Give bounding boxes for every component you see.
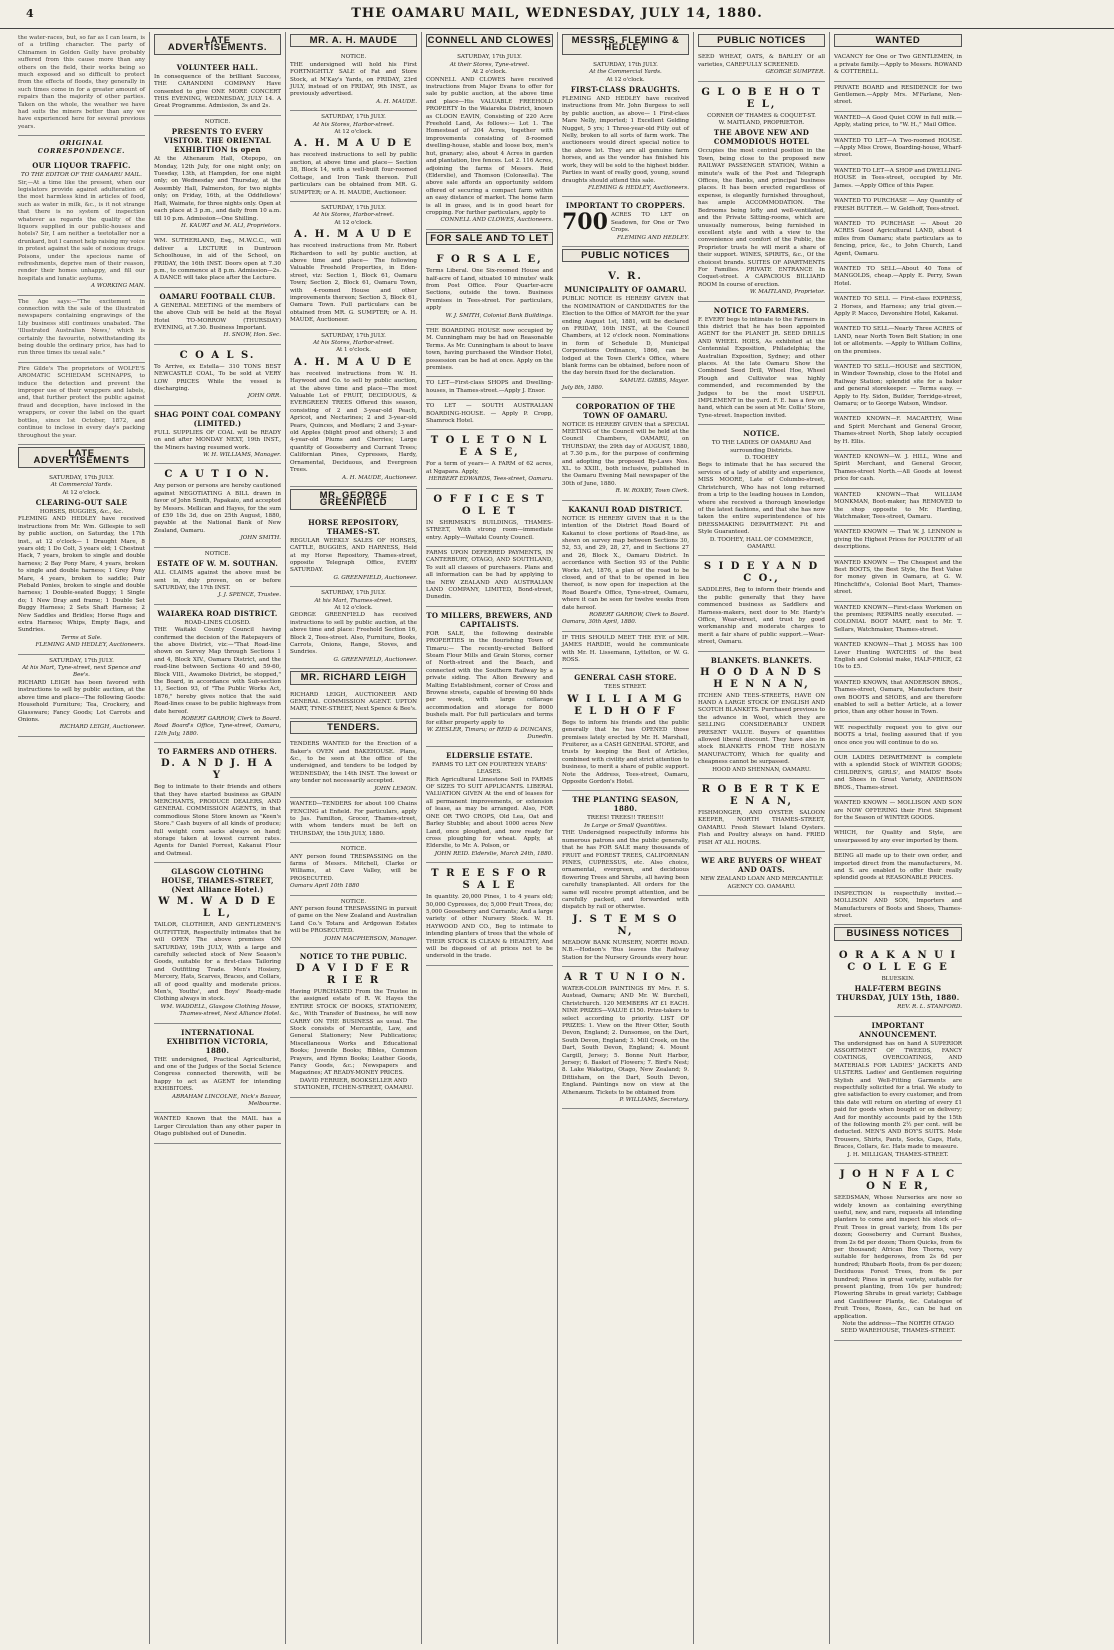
- wanted-ad: WANTED TO SELL—About 40 Tons of MANGOLDS, cheap.—Apply E. Perry, Swan Hotel.: [834, 263, 962, 293]
- advertisement: [426, 607, 553, 747]
- ad-body: REGULAR WEEKLY SALES OF HORSES, CATTLE, BUGGIES, AND HARNESS, Held at my Horse Repository, Thames-street, opposite Telegraph Office, EVERY SATURDAY.: [290, 537, 417, 574]
- ad-date: Oamaru April 10th 1880: [290, 883, 360, 890]
- ad-body: Begs to intimate that he has secured the services of a lady of ability and experience, MISS MOORE, Late of Columbo-street, Christchurch, Who has not long returned from a trip to the leading houses in London, where she received a thorough knowledge of the latest fashions, and that she has now taken the entire superintendence of his DRESSMAKING DEPARTMENT. Fit and Style Guaranteed.: [698, 462, 825, 536]
- ad-signature: G. GREENFIELD, Auctioneer.: [333, 574, 417, 581]
- notice-body: PUBLIC NOTICE IS HEREBY GIVEN that the NOMINATION of CANDIDATES for the Election to the Office of MAYOR for the year ending August 1st, 1881, will be declared on FRIDAY, 16th INST., at the Council Chambers, at 12 o'clock noon. Nominations in form of Schedule D, Municipal Corporations Ordinance, 1866, can be lodged at the Town Clerk's Office, where blank forms can be obtained, before noon of the day herein fixed for the declaration.: [562, 296, 689, 377]
- advertisement: [154, 288, 281, 345]
- ad-title: THE ABOVE NEW AND COMMODIOUS HOTEL: [713, 128, 810, 147]
- ad-title: OAMARU FOOTBALL CLUB.: [159, 291, 276, 301]
- advertisement: [562, 669, 689, 791]
- royal-seal: V. R.: [608, 271, 643, 283]
- wanted-ad: WANTED TO LET—A SHOP and DWELLING-HOUSE in Tees-street, occupied by Mr. James. —Apply Office of this Paper.: [834, 165, 962, 195]
- sale-time: At 12 o'clock.: [606, 76, 645, 83]
- ad-display-title: O F F I C E S T O L E T: [433, 493, 546, 517]
- notice-title: CORPORATION OF THE TOWN OF OAMARU.: [575, 401, 676, 420]
- advertisement: [426, 747, 553, 863]
- sale-time: At 12 o'clock.: [334, 604, 373, 611]
- ad-display-number: 700: [562, 209, 608, 236]
- advertisement: [426, 249, 553, 325]
- ad-label: NOTICE.: [340, 54, 367, 61]
- wanted-ad: WHICH, for Quality and Style, are unsurpassed by any ever imported by them.: [834, 827, 962, 850]
- ad-title: HORSE REPOSITORY, THAMES-ST.: [308, 517, 399, 536]
- auction-notice: [290, 587, 417, 669]
- ad-body: ANY person found TRESPASSING in pursuit of game on the New Zealand and Australian Land Co.'s Totara and Ardgowan Estates will be PROSECUTED.: [290, 905, 417, 935]
- section-header: WANTED: [834, 34, 962, 47]
- ad-signature: D. TOOHEY, HALL OF COMMERCE, OAMARU.: [709, 536, 814, 550]
- ad-note: Note the address—The NORTH OTAGO SEED WAREHOUSE, THAMES-STREET.: [840, 1321, 956, 1335]
- advertisement: [154, 116, 281, 235]
- ad-label: NOTICE.: [204, 118, 231, 125]
- ad-body: Occupies the most central position in the Town, being close to the proposed new RAILWAY PASSENGER STATION, Within a minute's walk of the Post and Telegraph Offices, the Banks, and principal business places. It has been erected regardless of expense, is elegantly furnished throughout, has ample ACCOMMODATION. The Bedrooms being lofty and well-ventilated, and the Private Sitting-rooms, which are unusually numerous, being furnished in excellent style and with a view to the convenience and comfort of the Public, the Proprietor trusts he will merit a share of their support. WINES, SPIRITS, &c., Of the choicest brands. SUITES OF APARTMENTS For Families. PRIVATE ENTRANCE In Coquet-street. A CAPACIOUS BILLIARD ROOM In course of erection.: [698, 148, 825, 288]
- auction-notice: [290, 330, 417, 487]
- ad-title: NOTICE TO THE PUBLIC.: [299, 952, 408, 961]
- sale-place: At his Stores, Harbor-street.: [313, 212, 394, 219]
- sale-place: At his Mart, Thames-street.: [314, 597, 393, 604]
- sale-terms: Terms at Sale.: [61, 634, 102, 641]
- ad-subtitle: W. MAITLAND, PROPRIETOR.: [718, 120, 805, 127]
- sale-signature: G. GREENFIELD, Auctioneer.: [333, 656, 417, 663]
- advertisement: [698, 82, 825, 302]
- advertisement: [154, 548, 281, 605]
- sale-time: At 1 o'clock.: [336, 347, 371, 354]
- sale-body: has received instructions from W. H. Haywood and Co. to sell by public auction, at the above time and place—The most Valuable Lot of FRUIT, DECIDUOUS, & EVERGREEN TREES Offered this season, consisting of 2 and 3-year-old Peach, Apricot, and Nectarines; 2 and 3-year-old Pears, Quinces, and Medlars; 2 and 3-year-old Apples (blight proof and others); 3 and 4-year-old Plums and Cherries; Large quantity of Gooseberry and Currant Trees; Californian Pines, Cypresses, Hardy, Ornamental, Deciduous, and Evergreen Trees.: [290, 370, 417, 474]
- ad-body: To Arrive, ex Estella— 310 TONS BEST NEWCASTLE COAL, To be sold at VERY LOW PRICES While the vessel is discharging.: [154, 363, 281, 392]
- ad-signature: JOHN LEMON.: [374, 785, 417, 792]
- ad-title: PRESENTS TO EVERY VISITOR. THE ORIENTAL EXHIBITION is open: [163, 127, 272, 155]
- ad-body: ITCHEN AND TEES-STREETS, HAVE ON HAND A LARGE STOCK OF ENGLISH AND SCOTCH BLANKETS. Purchased previous to the advance in Wool, which they are SELLING CONSIDERABLY UNDER PRESENT VALUE. Buyers of quantities allowed liberal discount. They have also in stock BLANKETS FROM THE ROSLYN MANUFACTORY, Which for quality and cheapness cannot be surpassed.: [698, 692, 825, 766]
- wanted-ad: WANTED KNOWN—First-class Workmen on the premises; REPAIRS neatly executed. — COLONIAL BOOT MART, next to Mr. T. Sellars, Watchmaker, Thames-street.: [834, 602, 962, 640]
- advertisement: [426, 863, 553, 966]
- advertisement: [426, 489, 553, 547]
- column-5: [558, 32, 694, 1644]
- auction-notice: [290, 111, 417, 202]
- advertisement: [290, 843, 417, 895]
- column-3: [286, 32, 422, 1644]
- ad-body: At the Athenæum Hall, Otepopo, on Monday, 12th July, for one night only; on Tuesday, 13th, at Hampden, for one night only; on Wednesday and Thursday, at the Assembly Hall, Palmerston, for two nights only; on Friday, 16th, at the Oddfellows' Hall, Waimate, for three nights only. Open at each place at 3 p.m., and daily from 10 a.m. till 10 p.m. Admission—One Shilling.: [154, 156, 281, 222]
- ad-body: SADDLERS, Beg to inform their friends and the public generally that they have commenced business as Saddlers and Harness-makers, next door to Mr. Hardy's Office, Wear-street, and trust by good workmanship and moderate charges to merit a fair share of public support.—Wear-street, Oamaru.: [698, 587, 825, 646]
- ad-subtitle: BLUESKIN.: [881, 975, 915, 982]
- advertisement: [154, 464, 281, 547]
- section-header: BUSINESS NOTICES: [834, 927, 962, 940]
- advertisement: TO LET — SOUTH AUSTRALIAN BOARDING-HOUSE. — Apply P. Cropp, Shamrock Hotel.: [426, 400, 553, 430]
- ad-display-title: C A U T I O N.: [164, 469, 271, 481]
- ad-body: Having PURCHASED From the Trustee in the assigned estate of R. W. Hayes the ENTIRE STOCK OF BOOKS, STATIONERY, &c., With Transfer of Business, he will now CARRY ON THE BUSINESS as usual. The Stock consists of Mercantile, Law, and General Stationery; New Publications; Miscellaneous Works and Educational Books; Juvenile Books; Bibles, Common Prayers, and Hymn Books; Leather Goods, Fancy Goods, &c.; Newspapers and Magazines; AT READY-MONEY PRICES.: [290, 989, 417, 1077]
- advertisement: RICHARD LEIGH, AUCTIONEER AND GENERAL COMMISSION AGENT. UPTON MART, TYNE-STREET, Next Spence & Bee's.: [290, 689, 417, 719]
- auction-notice: [426, 51, 553, 229]
- ad-label: NOTICE.: [340, 898, 367, 905]
- ad-signature: WM. WADDELL, Glasgow Clothing House, Thames-street, Next Alliance Hotel.: [160, 1003, 281, 1018]
- advertisement: [698, 425, 825, 556]
- ad-signature: FLEMING AND HEDLEY.: [617, 234, 689, 241]
- advertisement: [154, 605, 281, 744]
- section-header: TENDERS.: [290, 721, 417, 734]
- ad-display-title: A R T U N I O N.: [563, 971, 688, 983]
- wanted-ad: WANTED KNOWN, that ANDERSON BROS., Thames-street, Oamaru, Manufacture their own BOOTS and SHOES, and are therefore enabled to sell a better Article, at a lower price, than any other house in Town.: [834, 677, 962, 722]
- notice-body: NOTICE IS HEREBY GIVEN that it is the intention of the District Road Board of Kakanui to close portions of Road-line, as shewn on survey map between Sections 30, 52, 53, and 29, 28, 27, and in Sections 27 and 26, Block X., Oamaru District. In accordance with Section 93 of the Public Works Act, 1876, a plan of the road to be closed, and of that to be opened in lieu thereof, is now open for inspection at the Road Board's Office, Tyne-street, Oamaru, where it can be seen for twelve weeks from date hereof.: [562, 515, 689, 611]
- ad-body: In quantity. 20,000 Pines, 1 to 4 years old; 50,000 Cypresses, do; 5,000 Fruit Trees, do; 5,000 Gooseberry and Currants; And a large variety of other Nursery Stock. W. H. HAYWOOD AND CO., Beg to intimate to intending planters of trees that the whole of THEIR STOCK IS CLEAN & HEALTHY, And will be disposed of at prices not to be undersold in the trade.: [426, 894, 553, 960]
- ad-signature: J. H. MILLIGAN, THAMES-STREET.: [847, 1151, 949, 1158]
- wanted-ad: WE respectfully request you to give our BOOTS a trial, feeling assured that if you once once you will continue to do so.: [834, 722, 962, 752]
- auction-notice: [290, 202, 417, 330]
- ad-signature: W. J. SMITH, Colonial Bank Buildings.: [445, 312, 553, 319]
- section-header: PUBLIC NOTICES: [698, 34, 825, 47]
- ad-signature: HERBERT EDWARDS, Tees-street, Oamaru.: [428, 476, 553, 483]
- sale-date: SATURDAY, 17th JULY.: [49, 657, 114, 664]
- notice-signature: ROBERT GARROW, Clerk to Board.: [589, 611, 689, 618]
- ad-body: MEADOW BANK NURSERY, NORTH ROAD. N.B.—Hodson's 'Bus leaves the Railway Station for the Nursery Grounds every hour.: [562, 939, 689, 961]
- advertisement: [834, 1164, 962, 1341]
- advertisement: IF THIS SHOULD MEET THE EYE of MR. JAMES HARDIE, would he communicate with Mr. H. Lissemann, Lyttelton, or W. G. ROSS.: [562, 632, 689, 670]
- wanted-ad: PRIVATE BOARD and RESIDENCE for two Gentlemen.—Apply Mrs. M'Farlane, Nen-street.: [834, 82, 962, 112]
- ad-title: IMPORTANT TO CROPPERS.: [565, 201, 686, 211]
- ad-display-title: A. H. M A U D E: [294, 356, 413, 368]
- wanted-ad: BEING all made up to their own order, and imported direct from the manufacturers, M. and S. are enabled to offer their really splendid goods at REASONABLE PRICES.: [834, 850, 962, 888]
- ad-title: GENERAL CASH STORE.: [574, 673, 677, 683]
- ad-signature: H. KAURT and M. ALI, Proprietors.: [181, 222, 281, 229]
- ad-title: WE ARE BUYERS OF WHEAT AND OATS.: [701, 856, 822, 875]
- ad-label: NOTICE.: [340, 846, 367, 853]
- wanted-ad: INSPECTION is respectfully invited.— MOLLISON AND SON, Importers and Manufacturers of Boots and Shoes, Thames-street.: [834, 888, 962, 926]
- wanted-ad: WANTED TO PURCHASE — About 20 ACRES Good Agricultural LAND, about 4 miles from Oamaru; state particulars as to fencing, price, &c., to John Church, Land Agent, Oamaru.: [834, 218, 962, 263]
- wanted-ad: WANTED KNOWN—F. MACARTHY, Wine and Spirit Merchant and General Grocer, Thames-street North, Shop lately occupied by H. Ellis.: [834, 413, 962, 451]
- sale-date: SATURDAY, 17th JULY.: [321, 590, 386, 597]
- sale-body: has received instructions to sell by public auction, at above time and place— Section 38, Block 14, with a well-built four-roomed Cottage, and Iron Tank thereon. Full particulars can be obtained from MR. G. SUMPTER; or A. H. MAUDE, Auctioneer.: [290, 152, 417, 196]
- ad-subtitle: FARMS TO LET ON FOURTEEN YEARS' LEASES.: [432, 761, 547, 776]
- ad-display-title: W M. W A D D E L L,: [158, 896, 277, 920]
- wanted-ad: WANTED KNOWN—W. J. HILL, Wine and Spirit Merchant, and General Grocer, Thames-street North.—All Goods at lowest price for cash.: [834, 451, 962, 489]
- advertisement: [834, 1017, 962, 1165]
- letter-signature: A WORKING MAN.: [91, 283, 145, 290]
- advertisement: [834, 945, 962, 1017]
- wanted-ad: OUR LADIES DEPARTMENT is complete with a splendid Stock of WINTER GOODS; CHILDREN'S, GIRLS', and MAIDS' Boots and Shoes in Great Variety, ANDERSON BROS., Thames-street.: [834, 752, 962, 797]
- ad-signature: J. J. SPENCE, Trustee.: [218, 592, 281, 599]
- newspaper-title: THE OAMARU MAIL, WEDNESDAY, JULY 14, 1880.: [351, 6, 763, 21]
- advertisement: [290, 738, 417, 798]
- ad-signature: NEW ZEALAND LOAN AND MERCANTILE AGENCY CO. OAMARU.: [700, 876, 823, 890]
- ad-title: SHAG POINT COAL COMPANY (LIMITED.): [154, 409, 281, 428]
- ad-title: ESTATE OF W. M. SOUTHAN.: [156, 559, 279, 569]
- wanted-ad: WANTED KNOWN—That J. MOSS has 100 Lever Hunting WATCHES of the best English and Colonial make, HALF-PRICE, £2 10s to £5.: [834, 639, 962, 677]
- sale-date: SATURDAY, 17th JULY.: [321, 114, 386, 121]
- section-header: MR. GEORGE GREENFIELD: [290, 489, 417, 510]
- ad-display-title: A. H. M A U D E: [294, 229, 413, 241]
- ad-body: WATER-COLOR PAINTINGS BY Mrs. F. S. Austead, Oamaru; AND Mr. W. Burchell, Christchurch. 120 MEMBERS AT £1 EACH. NINE PRIZES—VALUE £150. Prize-takers to select according to priority. LIST OF PRIZES: 1. View on the River Otter, South Devon, England; 2. Dunsomee, on the Dart, South Devon, England; 3. Mill Creek, on the Dart, South Devon, England; 4. Mount Cargill, Jersey; 5. Bonne Nuit Harbor, Jersey; 6. Basket of Flowers; 7. Bird's Nest; 8. Lake Wakatipu, Otago, New Zealand; 9. Dittisham, on the Dart, South Devon, England. Paintings now on view at the Athenæum. Tickets to be obtained from: [562, 985, 689, 1096]
- sale-time: At 12 o'clock.: [334, 129, 373, 136]
- ad-title: NOTICE.: [743, 429, 780, 439]
- sale-place: At Commercial Yards.: [50, 482, 113, 489]
- sale-signature: FLEMING AND HEDLEY, Auctioneers.: [35, 642, 145, 649]
- wanted-ad: WANTED KNOWN — That W. J. LENNON is giving the Highest Prices for POULTRY of all descriptions.: [834, 526, 962, 556]
- ad-signature: HOOD AND SHENNAN, OAMARU.: [712, 766, 811, 773]
- ad-display-title: H O O D A N D S H E N N A N,: [700, 666, 823, 690]
- wanted-ad: WANTED KNOWN—That WILLIAM MONKMAN, Boot-maker, has REMOVED to the shop opposite to Mr. Harding, Watchmaker, Tees-street, Oamaru.: [834, 489, 962, 527]
- sale-signature: RICHARD LEIGH, Auctioneer.: [59, 724, 145, 731]
- advertisement: WM. SUTHERLAND, Esq., M.W.C.C., will deliver a LECTURE in Duntroon Schoolhouse, in aid of the School, on FRIDAY, the 16th INST. Doors open at 7.30 p.m., to commence at 8 p.m. Admission—2s. A DANCE will take place after the Lecture.: [154, 235, 281, 287]
- ad-title: TO FARMERS AND OTHERS.: [157, 747, 278, 757]
- sale-body: has received instructions from Mr. Robert Richardson to sell by public auction, at above time and place— The following Valuable Freehold Properties, in Eden-street, viz: Section 1, Block 61, Oamaru Town; Section 2, Block 61, Oamaru Town, with 4-roomed House and other improvements thereon; Section 3, Block 61, Oamaru Town. Full particulars can be obtained from MR. G. SUMPTER; or A. H. MAUDE, Auctioneer.: [290, 243, 417, 324]
- ad-display-title: D A V I D F E R R I E R: [296, 963, 411, 986]
- sale-place: At his Mart, Tyne-street, next Spence and Bee's.: [22, 665, 141, 679]
- ad-signature: DAVID FERRIER, BOOKSELLER AND STATIONER, ITCHEN-STREET, OAMARU.: [293, 1077, 414, 1092]
- news-paragraph: Fire Gilde's The proprietors of WOLFE'S AROMATIC SCHIEDAM SCHNAPPS, to induce the detection and prevent the improper use of their wrappers and labels, and, that further protect the public against fraud and deception, have inclosed in the wrappers, or cover the label on the quart bottles, since 1st October, 1872, and continue to inclose in every day's packing throughout the year.: [18, 363, 145, 445]
- ad-display-title: J. S T E M S O N,: [572, 913, 679, 937]
- ad-title: VOLUNTEER HALL.: [176, 62, 259, 72]
- advertisement: [290, 948, 417, 1098]
- advertisement: [154, 59, 281, 116]
- auction-notice: [562, 59, 689, 198]
- section-header: PUBLIC NOTICES: [562, 249, 689, 262]
- ad-body: Rich Agricultural Limestone Soil in FARMS OF SIZES TO SUIT APPLICANTS. LIBERAL VALUATION GIVEN At the end of leases for all permanent improvements, or extension of lease, as may be arranged. Also, FOR ONE OR TWO CROPS, Old Lea, Oat and Barley Stubble; and about 1000 acres New Land, once ploughed, and now ready for cross ploughing for wheat. Apply, at Elderslie, to Mr. A. Polson, or: [426, 776, 553, 850]
- ad-body: THE Undersigned respectfully informs his numerous patrons and the public generally, that he has FOR SALE many thousands of FRUIT and FOREST TREES, CALIFORNIAN PINES, CUPRESSUS, etc. Also choice, ornamental, evergreen, and deciduous flowering Trees and Shrubs, all having been carefully transplanted. All orders for the same will receive prompt attention, and be carefully packed, and forwarded with dispatch by rail or otherwise.: [562, 830, 689, 911]
- ad-display-title: O R A K A N U I C O L L E G E: [838, 949, 958, 973]
- ad-body: Any person or persons are hereby cautioned against NEGOTIATING A BILL drawn in favor of John Smith, Papakaio, and accepted by Messrs. Mellican and Hayes, for the sum of £59 18s 3d, due on 25th August, 1880, payable at the National Bank of New Zealand, Oamaru.: [154, 483, 281, 534]
- ad-body: FULL SUPPLIES OF COAL will be READY on and after MONDAY NEXT, 19th INST., the Miners having resumed work.: [154, 429, 281, 451]
- ad-body: TENDERS WANTED for the Erection of a Baker's OVEN and BAKEHOUSE. Plans, &c., to be seen at the office of the undersigned, and tenders to be lodged by WEDNESDAY, the 14th INST. The lowest or any tender not necessarily accepted.: [290, 741, 417, 785]
- advertisement: [426, 430, 553, 488]
- notice-date: July 8th, 1880.: [562, 385, 604, 392]
- section-header: MESSRS. FLEMING & HEDLEY: [562, 34, 689, 55]
- ad-display-title: T O L E T O N L E A S E,: [430, 435, 549, 459]
- advertisement: [154, 345, 281, 406]
- notice-signature: SAMUEL GIBBS, Mayor.: [619, 377, 689, 384]
- sale-place: At his Stores, Harbor-street.: [313, 121, 394, 128]
- ad-body: ANY person found TRESPASSING on the farms of Messrs. Mitchell, Clarke or Williams, at Cave Valley, will be PROSECUTED.: [290, 853, 417, 882]
- column-1: [14, 32, 150, 1644]
- advertisement: [290, 896, 417, 948]
- auction-notice: [18, 472, 145, 655]
- column-4: [422, 32, 558, 1644]
- masthead: [0, 0, 1114, 29]
- ad-signature: ABRAHAM LINCOLNE, Nick's Bazaar, Melbourne.: [171, 1093, 281, 1107]
- wanted-ad: WANTED TO SELL—HOUSE and SECTION, in Windsor Township, close to the Hotel and Railway Station; splendid site for a baker and general storekeeper. — Terms easy. — Apply to Hy. Sidon, Builder, Torridge-street, Oamaru; or to George Watson, Windsor.: [834, 361, 962, 413]
- ad-body: Terms Liberal. One Six-roomed House and half-acre of Land, situated 10 minutes' walk from Post Office. Four Quarter-acre Sections, outside the town. Business Premises in Tees-street. For particulars, apply: [426, 268, 553, 312]
- ad-subtitle: In Large or Small Quantities.: [584, 822, 667, 829]
- auction-notice: [18, 655, 145, 737]
- ad-signature: H. SNOW, Hon. Sec.: [223, 332, 281, 339]
- advertisement: [562, 197, 689, 247]
- ad-body: THE undersigned, Practical Agriculturist, and one of the Judges of the Social Science Congress connected therewith, will be happy to act as AGENT for intending EXHIBITORS.: [154, 1056, 281, 1093]
- sale-date: SATURDAY, 17th JULY.: [321, 204, 386, 211]
- ad-signature: W. H. WILLIAMS, Manager.: [202, 452, 281, 459]
- ad-body: FOR SALE, the following desirable PROPERTIES in the flourishing Town of Timaru:— The recently-erected Belford Steam Flour Mills and Grain Stores, corner of North-street and the Beach, and connected with the Southern Railway by a private siding. The Alton Brewery and Malting Establishment, corner of Cross and Browne streets, capable of brewing 60 hhds per week, with large cellarage accommodation and storage for 8000 bushels malt. For full particulars and terms for either property apply to: [426, 630, 553, 726]
- sale-date: SATURDAY, 17th JULY.: [457, 54, 522, 61]
- ad-display-title: F O R S A L E,: [436, 254, 543, 266]
- ad-body: The undersigned has on hand A SUPERIOR ASSORTMENT OF TWEEDS, FANCY COATINGS, OVERCOATINGS, AND MATERIALS FOR LADIES' JACKETS AND ULSTERS. Ladies' and Gentlemen requiring Stylish and Well-Fitting Garments are respectfully solicited for a trial. We study to give satisfaction to every customer, and from this date will return on sterling of every £1 paid for goods when bought or on delivery; And for monthly accounts paid by the 15th of the following month 2½ per cent. will be deducted. MEN'S AND BOY'S SUITS. Mole Trousers, Shirts, Pants, Socks, Caps, Hats, Braces, Collars, &c. Hats made to measure.: [834, 1040, 963, 1151]
- notice-title: KAKANUI ROAD DISTRICT.: [568, 504, 683, 514]
- ad-title: WAIAREKA ROAD DISTRICT.: [157, 608, 278, 618]
- advertisement: TO LET—First-class SHOPS and Dwelling-houses, in Thames-street.—Apply J. Ensor.: [426, 377, 553, 400]
- ad-subtitle: ROAD-LINES CLOSED.: [184, 619, 251, 626]
- advertisement: [290, 514, 417, 587]
- ad-display-title: D. A N D J. H A Y: [161, 758, 274, 782]
- advertisement: [698, 852, 825, 896]
- wanted-ad: WANTED KNOWN — The Cheapest and the Best BOOTS, the Best Style, the Best Value for money given in Oamaru, at G. W. Hinchcliffe's, Colonial Boot Mart, Thames-street.: [834, 557, 962, 602]
- ad-body: TAILOR, CLOTHIER, AND GENTLEMEN'S OUTFITTER, Respectfully intimates that he will OPEN The above premises ON SATURDAY, 19th JULY, With a large and carefully selected stock of New Season's Goods, suitable for a first-class Tailoring and Outfitting Trade. Men's Hosiery, Mercery, Hats, Scarves, Braces, and Collars, all of good quality and moderate prices. Men's, Youths', and Boys' Ready-made Clothing always in stock.: [154, 922, 281, 1003]
- wanted-ad: WANTED—A Good Quiet COW in full milk.—Apply, stating price, to "W. H.," Mail Office.: [834, 112, 962, 135]
- sale-signature: A. H. MAUDE, Auctioneer.: [342, 474, 417, 481]
- letter-to: TO THE EDITOR OF THE OAMARU MAIL.: [21, 172, 142, 179]
- ad-signature: JOHN SMITH.: [240, 535, 281, 542]
- ad-body: Begs to inform his friends and the public generally that he has OPENED those premises lately erected by Mr. H. Marshall, Fruiterer, as a CASH GENERAL STORE, and trusts by keeping the Best of Articles, combined with civility and strict attention to business, to merit a share of public support. Note the Address, Tees-street, Oamaru, Opposite Gordon's Hotel.: [562, 719, 689, 786]
- letter-body: Sir,—At a time like the present, when our legislators provide against adulteration of the most harmless kind in articles of food, such as water in milk, &c., is it not strange that there is no system of inspection whatever as regards the quality of the liquors supplied in our public-houses and hotels? Sir, I am neither a teetotaller nor a drunkard, but I cannot help raising my voice in protest against the sale of noxious drugs. Poisons, under the specious name of refreshments, deprive men of their reason, render their homes unhappy, and fill our hospitals and lunatic asylums.: [18, 179, 145, 282]
- ad-subtitle: TO THE LADIES OF OAMARU And surrounding Districts.: [711, 440, 812, 454]
- section-header: LATE ADVERTISEMENTS.: [154, 34, 281, 55]
- ad-subtitle: D. TOOHEY: [744, 455, 779, 462]
- ad-date: Road Board's Office, Tyne-street, Oamaru, 12th July, 1880.: [154, 723, 281, 737]
- public-notice: [562, 398, 689, 501]
- column-2: [150, 32, 286, 1644]
- sale-place: At the Commercial Yards.: [589, 69, 662, 76]
- ad-display-title: C O A L S.: [179, 349, 256, 361]
- public-notice: [562, 266, 689, 397]
- sale-body: CONNELL AND CLOWES have received instructions from Major Evans to offer for sale by public auction, at the above time and place—His VALUABLE FREEHOLD PROPERTY In the Waiareka District, known as CLOON EAVIN, Consisting of 220 Acre Freehold Land, As follows:— Lot 1. The Homestead of 204 Acres, together with improvements consisting of 8-roomed dwelling-house, stable and loose box, men's hut, granary; also, about 4 Acres in garden and plantation, live fences. Lot 2. 116 Acres, adjoining the farms of Messrs. Reid (Elderslie), and Thomson (Colonsella). The above sale affords an opportunity seldom offered of securing a compact farm within an easy distance of market. The home farm is all in grass, and is in good heart for cropping. For further particulars, apply to: [426, 76, 553, 216]
- sale-date: SATURDAY, 17th JULY.: [49, 474, 114, 481]
- ad-display-title: G L O B E H O T E L,: [701, 86, 822, 110]
- advertisement: WANTED—TENDERS for about 100 Chains FENCING at Enfield. For particulars, apply to Jas. Familton, Grocer, Thames-street, with whom tenders must be left on THURSDAY, the 15th JULY, 1880.: [290, 798, 417, 843]
- ad-signature: ROBERT GARROW, Clerk to Board.: [181, 716, 281, 722]
- section-header: MR. RICHARD LEIGH: [290, 671, 417, 684]
- sale-signature: FLEMING & HEDLEY, Auctioneers.: [587, 184, 689, 191]
- ad-signature: W. ZIESLER, Timaru; or REID & DUNCANS, Dunedin.: [426, 727, 553, 741]
- column-7: [830, 32, 966, 1644]
- column-6: [694, 32, 830, 1644]
- ad-signature: W. MAITLAND, Proprietor.: [749, 289, 825, 296]
- ad-body: A GENERAL MEETING of the members of the above Club will be held at the Royal Hotel TO-MORROW (THURSDAY) EVENING, at 7.30. Business Important.: [154, 302, 281, 331]
- advertisement: [154, 863, 281, 1023]
- ad-body: F. EVERY begs to intimate to the Farmers in this district that he has been appointed AGENT for the PLANET JR. SEED DRILLS AND WHEEL HOES, As exhibited at the Centennial Exposition, Philadelphia; the Australian Exposition, Sydney; and other places. At the late Oamaru Show the Combined Seed Drill, Wheel Hoe, Wheel Plough and Cultivator was highly commended, and recommended by the Judges to be the most USEFUL IMPLEMENT in the yard. F. E. has a few on hand, which can be seen at Mr. Collis' Store, Tyne-street. Inspection invited.: [698, 316, 825, 419]
- sale-title: FIRST-CLASS DRAUGHTS.: [570, 85, 681, 95]
- ad-subtitle: TEES STREET.: [604, 684, 647, 691]
- sale-title: CLEARING-OUT SALE: [35, 497, 128, 507]
- sale-body: FLEMING AND HEDLEY have received instructions from Mr. Wm. Gillespie to sell by public auction, on Saturday, the 17th inst., at 12 o'clock— 1 Draught Mare, 8 years old; 1 Do Colt, 3 years old; 1 Chestnut Hack, 7 years, broken to single and double harness; 2 Bay Pony Mare, 4 years, broken to single and double harness; 1 Grey Pony Mare, 4 years, broken to saddle; Pair Piebald Ponies, broken to single and double harness; 1 Double-seated Buggy; 1 Single do; 1 New Dray and frame; 1 Double Set Buggy Harness; 2 Sets Shaft Harness; 2 New Saddles and Bridles; Horse Rugs and extra Harness; Whips, Empty Bags, and Sundries.: [18, 516, 145, 634]
- notice-date: Oamaru, 30th April, 1880.: [562, 619, 637, 626]
- sale-date: SATURDAY, 17th JULY.: [593, 61, 658, 68]
- advertisement: FARMS UPON DEFERRED PAYMENTS, IN CANTERBURY, OTAGO, AND SOUTHLAND, To suit all classes of purchasers. Plans and all information can be had by applying to the NEW ZEALAND AND AUSTRALIAN LAND COMPANY, LIMITED, Bond-street, Dunedin.: [426, 547, 553, 607]
- ad-title: ELDERSLIE ESTATE.: [446, 750, 533, 760]
- sale-place: At his Stores, Harbor-street.: [313, 340, 394, 346]
- ad-signature: JOHN ORR.: [247, 393, 281, 400]
- advertisement: WANTED Known that the MAIL has a Larger Circulation than any other paper in Otago published out of Dunedin.: [154, 1113, 281, 1143]
- advertisement: [562, 967, 689, 1110]
- notice-title: MUNICIPALITY OF OAMARU.: [564, 285, 687, 295]
- ad-display-title: S I D E Y A N D C O.,: [703, 561, 820, 585]
- ad-signature: REV. R. L. STANFORD.: [897, 1004, 962, 1011]
- section-heading: ORIGINAL CORRESPONDENCE.: [37, 139, 126, 155]
- ad-subtitle: TREES! TREES!! TREES!!!: [587, 815, 664, 822]
- advertisement: [698, 652, 825, 779]
- sale-body: GEORGE GREENFIELD has received instructions to sell by public auction, at the above time and place: Freehold Section 16, Block 2, Tees-street. Also, Furniture, Books, Carrots, Onions, Range, Stoves, and Sundries.: [290, 612, 417, 656]
- advertisement: [154, 743, 281, 863]
- page-number: 4: [26, 7, 35, 20]
- ad-body: SEED WHEAT, OATS, & BARLEY Of all varieties, CAREFULLY SCREENED.: [698, 54, 825, 68]
- ad-body: Beg to intimate to their friends and others that they have started business as GRAIN MERCHANTS, PRODUCE DEALERS, AND GENERAL COMMISSION AGENTS, in that commodious Stone Store known as "Keen's Store." Cash buyers of all kinds of produce; full weight corn sacks always on hand; storage taken at lowest current rates. Agents for Daniel Forrest, Kakanui Flour and Oatmeal.: [154, 784, 281, 857]
- advertisement: [698, 556, 825, 651]
- ad-title: GLASGOW CLOTHING HOUSE, THAMES-STREET, (Next Alliance Hotel.): [161, 867, 274, 895]
- section-header: CONNELL AND CLOWES: [427, 35, 552, 46]
- ad-display-title: J O H N F A L C O N E R,: [839, 1169, 957, 1193]
- wanted-ad: WANTED TO PURCHASE — Any Quantity of FRESH BUTTER.— W. Geldhoff, Tees-street.: [834, 195, 962, 218]
- notice-body: NOTICE IS HEREBY GIVEN that a SPECIAL MEETING of the Council will be held at the Council Chambers, OAMARU, on THURSDAY, the 29th day of AUGUST, 1880, at 7.30 p.m., for the purpose of confirming and adopting the proposed By-Laws Nos. XL. to XXIII., both inclusive, published in the Oamaru Evening Mail newspaper of the 30th of June, 1880.: [562, 421, 689, 487]
- ad-body: FISHMONGER, AND OYSTER SALOON KEEPER, NORTH THAMES-STREET, OAMARU. Fresh Stewart Island Oysters. Fish and Poultry always on hand. FRIED FISH AT ALL HOURS.: [698, 810, 825, 846]
- letter: [18, 157, 145, 296]
- notice-signature: R. W. ROXBY, Town Clerk.: [615, 488, 689, 495]
- ad-body: For a term of years— A FARM of 62 acres, at Ngapara. Apply,: [426, 461, 553, 475]
- ad-display-title: W I L L I A M G E L D H O F F: [567, 693, 684, 717]
- ad-title: BLANKETS. BLANKETS.: [710, 655, 813, 665]
- advertisement: [154, 406, 281, 465]
- sale-body: RICHARD LEIGH has been favored with instructions to sell by public auction, at the above time and place—The following Goods: Household Furniture; Tea, Crockery, and Glassware; Fancy Goods; Lot Carrots and Onions.: [18, 679, 145, 723]
- ad-body: THE Waitaki County Council having confirmed the decision of the Ratepayers of the above District, viz:—"That Road-line shown on Survey Map through Sections 1 and 4, Block XIV., Oamaru District, and the road-line between Sections 40 and 59-60, Block VIII., Awamoko District, be stopped," the Board, in accordance with Sub-section 11, Section 93, of "The Public Works Act, 1876," hereby gives notice that the said Road-lines cease to be public highways from date hereof.: [154, 627, 281, 715]
- ad-body: ALL CLAIMS against the above must be sent in, duly proven, on or before SATURDAY, the 17th INST.: [154, 570, 281, 591]
- advertisement: THE BOARDING HOUSE now occupied by M. Cunningham may be had on Reasonable Terms. As Mr. Cunningham is about to leave town, having purchased the Windsor Hotel, possession can be had at once. Apply on the premises.: [426, 325, 553, 377]
- ad-title: NOTICE TO FARMERS.: [713, 305, 810, 315]
- advertisement: [154, 1024, 281, 1114]
- advertisement: [698, 302, 825, 426]
- ad-label: NOTICE.: [204, 550, 231, 557]
- ad-title: IMPORTANT ANNOUNCEMENT.: [859, 1020, 937, 1039]
- sale-time: At 12 o'clock.: [334, 219, 373, 226]
- sale-place: At their Stores, Tyne-street.: [449, 61, 530, 68]
- section-header: FOR SALE AND TO LET: [426, 232, 553, 245]
- wanted-ad: WANTED TO LET—A Two-roomed HOUSE. —Apply Miss Crowe, Boarding-house, Wharf-street.: [834, 135, 962, 165]
- wanted-ad: WANTED TO SELL — First-class EXPRESS, 2 Horses, and Harness; any trial given.—Apply P. Macco, Devonshire Hotel, Kakanui.: [834, 293, 962, 323]
- ad-signature: JOHN MACPHERSON, Manager.: [324, 935, 417, 942]
- ad-title: TO MILLERS, BREWERS, AND CAPITALISTS.: [426, 610, 553, 629]
- wanted-ad: VACANCY for One or Two GENTLEMEN, in a private family.—Apply to Messrs. ROWAND & COTTERELL.: [834, 51, 962, 81]
- ad-display-title: T R E E S F O R S A L E: [431, 868, 548, 892]
- news-paragraph: The Age says:—"The excitement in connection with the sale of the illustrated newspapers containing engravings of the Lily business still continues unabated. The 'Illustrated Australian News,' which is certainly the favourite, notwithstanding its being double the ordinary price, has had to run three times its usual sale.": [18, 296, 145, 363]
- sale-time: At 12 o'clock.: [62, 489, 101, 496]
- advertisement: [698, 779, 825, 852]
- ad-signature: P. WILLIAMS, Secretary.: [619, 1097, 689, 1104]
- public-notice: [562, 501, 689, 632]
- ad-title: HALF-TERM BEGINS THURSDAY, JULY 15th, 1880.: [836, 984, 960, 1003]
- ad-body: IN SHRIMSKI'S BUILDINGS, THAMES-STREET, With strong room—immediate entry. Apply—Waitaki County Council.: [426, 519, 553, 541]
- advertisement: [290, 51, 417, 111]
- advertisement: [698, 51, 825, 81]
- section-header: LATE ADVERTISEMENTS: [18, 447, 145, 468]
- sale-body: FLEMING AND HEDLEY have received instructions from Mr. John Burgess to sell by public auction, as above— 1 First-class Mare Nelly, imported; 1 Excellent Gelding Nugget, 5 yrs; 1 Three-year-old Filly out of Nelly, broken to all sorts of farm work. The auctioneers would direct special notice to the above lot. They are all genuine farm horses, and as the vendor has finished his work, they will be sold to the highest bidder. Parties in want of really good, young, sound draughts should attend this sale.: [562, 96, 689, 184]
- wanted-ad: WANTED KNOWN — MOLLISON AND SON are NOW OFFERING their First Shipment for the Season of WINTER GOODS.: [834, 797, 962, 827]
- ad-display-title: A. H. M A U D E: [294, 138, 413, 150]
- ad-body: THE undersigned will hold his First FORTNIGHTLY SALE of Fat and Store Stock, at M'Kay's Yards, on FRIDAY, 23rd JULY, instead of on FRIDAY, 9th INST., as previously advertised.: [290, 61, 417, 98]
- ad-title: THE PLANTING SEASON, 1880.: [572, 795, 679, 814]
- ad-display-title: R O B E R T K E E N A N,: [701, 784, 822, 808]
- sale-subtitle: HORSES, BUGGIES, &c., &c.: [39, 508, 124, 515]
- ad-signature: GEORGE SUMPTER.: [765, 69, 825, 76]
- section-header: MR. A. H. MAUDE: [290, 34, 417, 47]
- advertisement: [562, 791, 689, 967]
- sale-date: SATURDAY, 17th JULY.: [321, 332, 386, 339]
- ad-subtitle: CORNER OF THAMES & COQUET-ST.: [707, 112, 816, 119]
- ad-signature: JOHN REID. Elderslie, March 24th, 1880.: [434, 850, 553, 857]
- letter-title: OUR LIQUOR TRAFFIC.: [32, 161, 131, 171]
- wanted-ad: WANTED TO SELL—Nearly Three ACRES of LAND, near North Town Belt Station; in one lot or allotments. —Apply to William Collins, on the premises.: [834, 323, 962, 361]
- ad-signature: A. H. MAUDE.: [376, 98, 417, 105]
- ad-body: SEEDSMAN, Whose Nurseries are now so widely known as containing everything useful, new, and rare, requests all intending planters to come and inspect his stock of— Fruit Trees in great variety, from 18s per dozen; Gooseberry and Currant Bushes, from 2s 6d per dozen; Thorn Quicks, from 6s per thousand; African Box Thorns, very suitable for hedgerows, from 2s 6d per hundred; Rhubarb Roots, from 6s per dozen; Deciduous Forest Trees, from 6s per hundred; Pines in great variety, suitable for present planting, from 10s per hundred; Flowering Shrubs in great variety; Cabbage and Cauliflower Plants, &c. Catalogue of Fruit Trees, Roses, &c., can be had on application.: [834, 1195, 962, 1320]
- ad-body: In consequence of the brilliant Success, THE CARANDINI COMPANY Have consented to give ONE MORE CONCERT THIS EVENING, WEDNESDAY, JULY 14. A Great Programme. Admission, 3s and 2s.: [154, 73, 281, 110]
- sale-signature: CONNELL AND CLOWES, Auctioneers.: [440, 217, 553, 224]
- news-paragraph: the water-races, but, so far as I can learn, is of a trifling character. The party of Chinamen in Golden Gully have probably suffered from this cause more than any others on the field, their works being so much exposed and so difficult to protect from the effects of floods, they generally in such times come in for a greater amount of repairs than the majority of other parties. Taken on the whole, the weather we have had suits the miners better than any we have experienced here for several previous years.: [18, 32, 145, 136]
- page-columns: [14, 32, 1104, 1644]
- ad-title: INTERNATIONAL EXHIBITION VICTORIA, 1880.: [166, 1027, 269, 1055]
- ad-body: ACRES TO LET on Seadown, for One or Two Crops.: [610, 212, 689, 234]
- sale-time: At 2 o'clock.: [472, 69, 507, 76]
